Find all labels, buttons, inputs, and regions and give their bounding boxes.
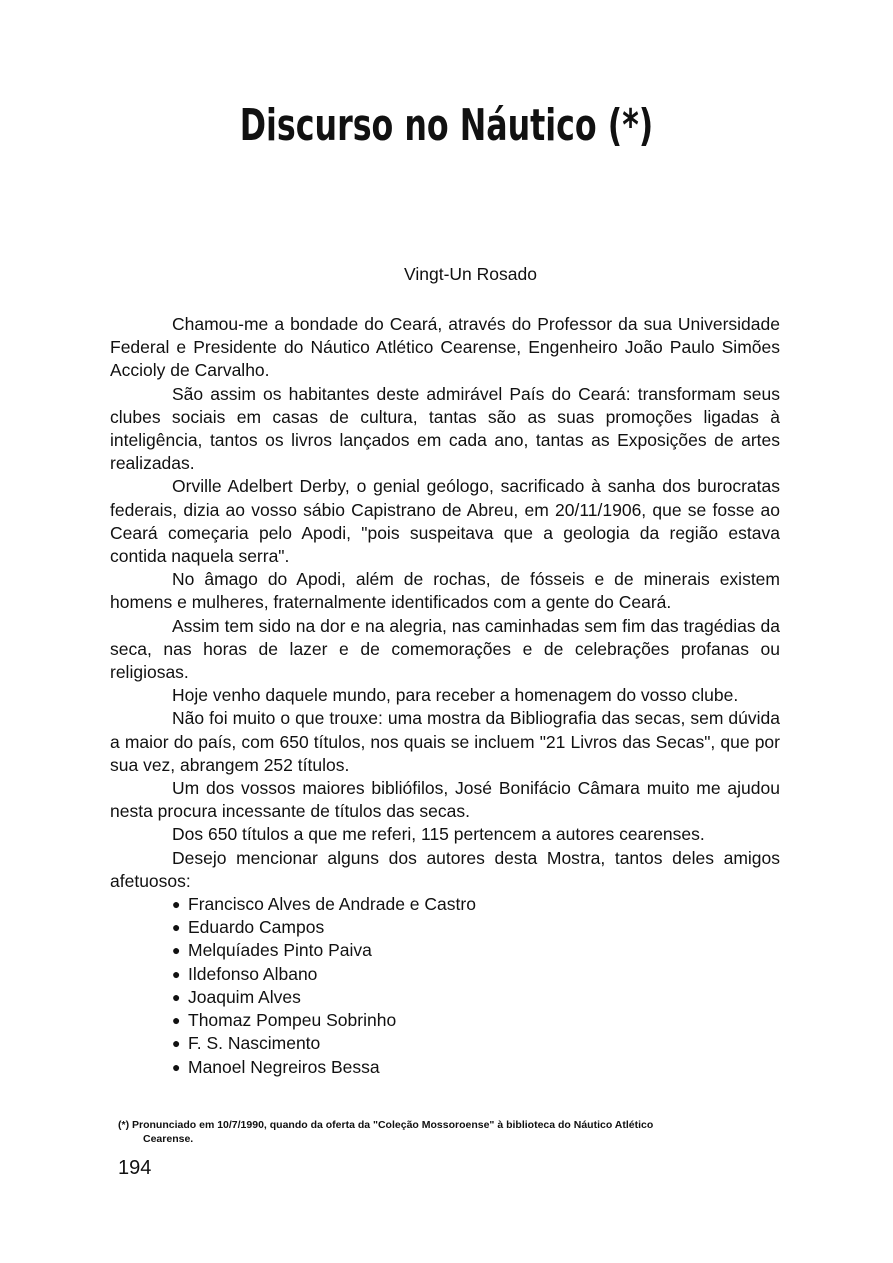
paragraph: Desejo mencionar alguns dos autores desta Mostra, tantos deles amigos afetuosos: bbox=[110, 847, 780, 891]
author-name: Vingt-Un Rosado bbox=[404, 264, 537, 284]
bullet-icon: ● bbox=[172, 965, 181, 982]
bullet-icon: ● bbox=[172, 1012, 181, 1029]
paragraph: Não foi muito o que trouxe: uma mostra da Bibliografia das secas, sem dúvida a maior do país, com 650 títulos, nos quais se incluem "21 Livros das Secas", que por sua vez, abrangem 252 títulos. bbox=[110, 708, 780, 775]
list-item bbox=[172, 1032, 780, 1055]
paragraph: Dos 650 títulos a que me referi, 115 pertencem a autores cearenses. bbox=[172, 824, 705, 845]
paragraph: Orville Adelbert Derby, o genial geólogo, sacrificado à sanha dos burocratas federais, dizia ao vosso sábio Capistrano de Abreu, em 20/11/1906, que se fosse ao Ceará começaria pelo Apodi, "pois suspeitava que a geologia da região estava contida naquela serra". bbox=[110, 476, 780, 567]
list-item-text: Joaquim Alves bbox=[188, 986, 301, 1007]
list-item-text: Francisco Alves de Andrade e Castro bbox=[188, 894, 476, 915]
list-item-text: Eduardo Campos bbox=[188, 917, 325, 938]
list-item-text: Ildefonso Albano bbox=[188, 963, 318, 984]
paragraph: São assim os habitantes deste admirável País do Ceará: transformam seus clubes sociais em casas de cultura, tantas são as suas promoções ligadas à inteligência, tantos os livros lançados em cada ano, tantas as Exposições de artes realizadas. bbox=[110, 383, 780, 474]
bullet-icon: ● bbox=[172, 1058, 181, 1075]
paragraph: Hoje venho daquele mundo, para receber a homenagem do vosso clube. bbox=[172, 685, 739, 706]
list-item bbox=[172, 916, 780, 939]
paragraph: Chamou-me a bondade do Ceará, através do Professor da sua Universidade Federal e Presidente do Náutico Atlético Cearense, Engenheiro João Paulo Simões Accioly de Carvalho. bbox=[110, 314, 780, 381]
footnote-marker: (*) bbox=[118, 1119, 130, 1131]
bullet-icon: ● bbox=[172, 896, 181, 913]
list-item-text: Thomaz Pompeu Sobrinho bbox=[188, 1010, 397, 1031]
bullet-icon: ● bbox=[172, 919, 181, 936]
paragraph: No âmago do Apodi, além de rochas, de fósseis e de minerais existem homens e mulheres, fraternalmente identificados com a gente do Ceará. bbox=[110, 569, 780, 613]
footnote-text-continuation: Cearense. bbox=[143, 1133, 194, 1145]
bullet-icon: ● bbox=[172, 1035, 181, 1052]
list-item-text: Manoel Negreiros Bessa bbox=[188, 1056, 380, 1077]
list-item-text: F. S. Nascimento bbox=[188, 1033, 321, 1054]
list-item bbox=[172, 1009, 780, 1032]
list-item bbox=[172, 963, 780, 986]
footnote bbox=[118, 1118, 784, 1146]
page-title: Discurso no Náutico (*) bbox=[239, 100, 654, 151]
page-number: 194 bbox=[118, 1157, 152, 1179]
paragraph: Um dos vossos maiores bibliófilos, José Bonifácio Câmara muito me ajudou nesta procura incessante de títulos das secas. bbox=[110, 778, 780, 822]
authors-list bbox=[110, 893, 780, 1079]
footnote-text: Pronunciado em 10/7/1990, quando da oferta da "Coleção Mossoroense" à biblioteca do Náutico Atlético bbox=[132, 1119, 654, 1131]
list-item bbox=[172, 986, 780, 1009]
list-item bbox=[172, 939, 780, 962]
bullet-icon: ● bbox=[172, 942, 181, 959]
list-item bbox=[172, 893, 780, 916]
bullet-icon: ● bbox=[172, 988, 181, 1005]
list-item-text: Melquíades Pinto Paiva bbox=[188, 940, 372, 961]
paragraph: Assim tem sido na dor e na alegria, nas caminhadas sem fim das tragédias da seca, nas horas de lazer e de comemorações e de celebrações profanas ou religiosas. bbox=[110, 615, 780, 683]
list-item bbox=[172, 1056, 780, 1079]
body-text bbox=[110, 313, 780, 1079]
